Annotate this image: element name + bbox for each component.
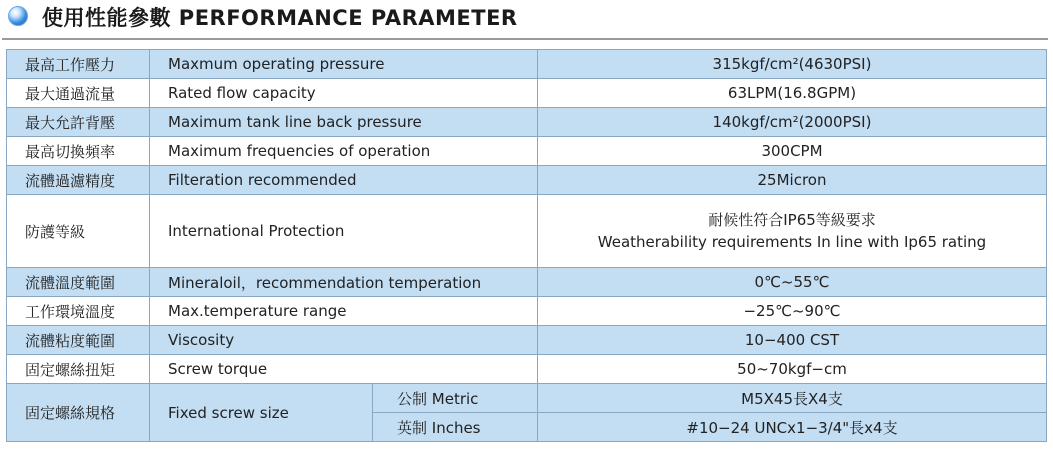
- param-label-en: Maxmum operating pressure: [150, 50, 538, 79]
- param-value: 300CPM: [538, 137, 1047, 166]
- table-row: [7, 297, 1047, 326]
- table-row: [7, 195, 1047, 268]
- param-label-zh: 最高工作壓力: [7, 50, 150, 79]
- inch-value: #10−24 UNCx1−3/4"長x4支: [538, 413, 1047, 442]
- table-row: [7, 79, 1047, 108]
- table-row: [7, 166, 1047, 195]
- section-title: 使用性能參數 PERFORMANCE PARAMETER: [42, 6, 518, 30]
- param-label-zh: 流體溫度範圍: [7, 268, 150, 297]
- param-label-zh: 固定螺絲扭矩: [7, 355, 150, 384]
- param-value-en: Weatherability requirements In line with Ip65 rating: [597, 233, 987, 251]
- table-row: [7, 268, 1047, 297]
- table-row: [7, 384, 1047, 413]
- param-label-en: Rated flow capacity: [150, 79, 538, 108]
- table-row: [7, 137, 1047, 166]
- param-label-en: Screw torque: [150, 355, 538, 384]
- param-label-zh: 固定螺絲規格: [7, 384, 150, 442]
- divider: [2, 38, 1048, 40]
- table-row: [7, 108, 1047, 137]
- table-row: [7, 355, 1047, 384]
- param-value: −25℃~90℃: [538, 297, 1047, 326]
- performance-parameter-table: [6, 49, 1047, 442]
- param-label-zh: 最大通過流量: [7, 79, 150, 108]
- param-label-en: Maximum tank line back pressure: [150, 108, 538, 137]
- param-label-zh: 流體粘度範圍: [7, 326, 150, 355]
- param-value: 10−400 CST: [538, 326, 1047, 355]
- param-value: 140kgf/cm²(2000PSI): [538, 108, 1047, 137]
- param-value: 50~70kgf−cm: [538, 355, 1047, 384]
- param-value: 63LPM(16.8GPM): [538, 79, 1047, 108]
- param-value: 25Micron: [538, 166, 1047, 195]
- section-header: [0, 0, 1053, 34]
- param-value: 315kgf/cm²(4630PSI): [538, 50, 1047, 79]
- param-label-en: Viscosity: [150, 326, 538, 355]
- inch-label: 英制 Inches: [373, 413, 538, 442]
- table-row: [7, 50, 1047, 79]
- param-label-en: Max.temperature range: [150, 297, 538, 326]
- param-label-zh: 防護等級: [7, 195, 150, 268]
- param-value-zh: 耐候性符合IP65等級要求: [708, 211, 876, 229]
- param-value: [538, 195, 1047, 268]
- table-row: [7, 326, 1047, 355]
- metric-label: 公制 Metric: [373, 384, 538, 413]
- param-label-en: International Protection: [150, 195, 538, 268]
- param-label-en: Maximum frequencies of operation: [150, 137, 538, 166]
- param-label-en: Mineraloil，recommendation temperation: [150, 268, 538, 297]
- param-label-en: Fixed screw size: [150, 384, 373, 442]
- param-label-zh: 最高切換頻率: [7, 137, 150, 166]
- param-value: 0℃~55℃: [538, 268, 1047, 297]
- bullet-icon: [8, 6, 28, 26]
- param-label-zh: 工作環境溫度: [7, 297, 150, 326]
- param-label-en: Filteration recommended: [150, 166, 538, 195]
- param-label-zh: 流體過濾精度: [7, 166, 150, 195]
- metric-value: M5X45長X4支: [538, 384, 1047, 413]
- param-label-zh: 最大允許背壓: [7, 108, 150, 137]
